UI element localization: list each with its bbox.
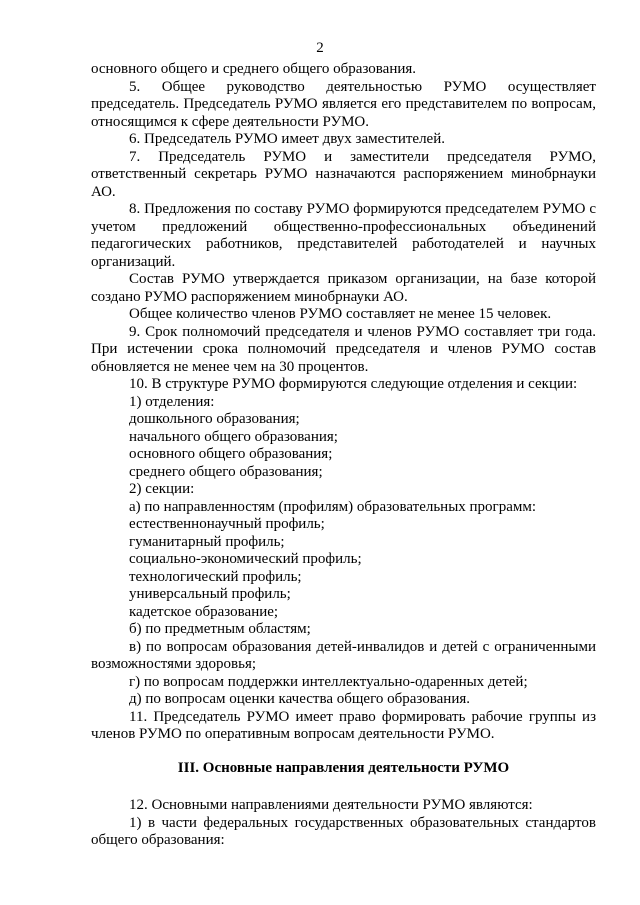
list-item: 2) секции: bbox=[129, 481, 195, 497]
list-item: д) по вопросам оценки качества общего образования. bbox=[129, 691, 470, 707]
list-item: а) по направленностям (профилям) образовательных программ: bbox=[129, 498, 537, 515]
list-item: 1) отделения: bbox=[129, 393, 215, 410]
paragraph: 9. Срок полномочий председателя и членов РУМО составляет три года. При истечении срока полномочий председателя и членов РУМО состав обновляется не менее чем на 30 процентов. bbox=[91, 323, 596, 375]
paragraph: 1) в части федеральных государственных образовательных стандартов общего образования: bbox=[91, 814, 596, 848]
list-item: начального общего образования; bbox=[129, 428, 338, 445]
page-number: 2 bbox=[316, 40, 324, 56]
list-item: естественнонаучный профиль; bbox=[129, 516, 325, 532]
paragraph: 6. Председатель РУМО имеет двух заместителей. bbox=[129, 131, 445, 147]
list-item: социально-экономический профиль; bbox=[129, 551, 362, 567]
list-item: среднего общего образования; bbox=[129, 463, 323, 480]
paragraph: 8. Предложения по составу РУМО формируются председателем РУМО с учетом предложений общественно-профессиональных объединений педагогических работников, представителей работодателей и научных организаций. bbox=[91, 201, 596, 270]
document-body bbox=[91, 61, 596, 850]
list-item: г) по вопросам поддержки интеллектуально-одаренных детей; bbox=[129, 673, 528, 690]
paragraph: 7. Председатель РУМО и заместители председателя РУМО, ответственный секретарь РУМО назначаются распоряжением минобрнауки АО. bbox=[91, 148, 596, 200]
paragraph: 11. Председатель РУМО имеет право формировать рабочие группы из членов РУМО по оперативным вопросам деятельности РУМО. bbox=[91, 708, 596, 742]
paragraph: основного общего и среднего общего образования. bbox=[91, 61, 417, 77]
paragraph: Состав РУМО утверждается приказом организации, на базе которой создано РУМО распоряжением минобрнауки АО. bbox=[91, 271, 596, 305]
paragraph: 5. Общее руководство деятельностью РУМО осуществляет председатель. Председатель РУМО является его представителем по вопросам, относящимся к сфере деятельности РУМО. bbox=[91, 78, 596, 130]
list-item: основного общего образования; bbox=[129, 446, 333, 462]
section-heading: III. Основные направления деятельности РУМО bbox=[177, 759, 510, 776]
paragraph: 10. В структуре РУМО формируются следующие отделения и секции: bbox=[129, 376, 578, 392]
list-item: кадетское образование; bbox=[129, 603, 279, 620]
list-item: в) по вопросам образования детей-инвалидов и детей с ограниченными возможностями здоровья; bbox=[91, 638, 596, 672]
list-item: дошкольного образования; bbox=[129, 411, 300, 427]
list-item: универсальный профиль; bbox=[129, 586, 291, 602]
list-item: технологический профиль; bbox=[129, 568, 302, 585]
list-item: б) по предметным областям; bbox=[129, 621, 311, 637]
list-item: гуманитарный профиль; bbox=[129, 533, 285, 550]
paragraph: Общее количество членов РУМО составляет не менее 15 человек. bbox=[129, 306, 552, 322]
paragraph: 12. Основными направлениями деятельности РУМО являются: bbox=[129, 797, 533, 813]
